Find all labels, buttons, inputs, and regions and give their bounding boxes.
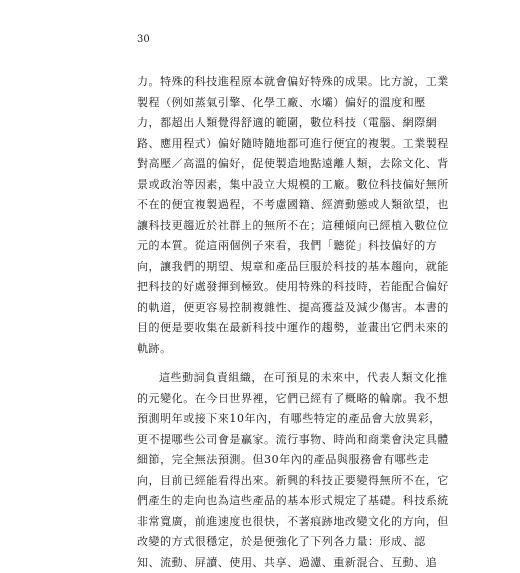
text-line: 非常寬廣，前進速度也很快，不著痕跡地改變文化的方向，但 [137,512,397,533]
page-number: 30 [137,34,150,46]
text-line: 這些動詞負責組織，在可預見的未來中，代表人類文化推 [137,368,397,389]
text-line: 製程（例如蒸氣引擎、化學工廠、水壩）偏好的溫度和壓 [137,93,397,114]
text-line: 軌跡。 [137,339,397,360]
text-line: 向，讓我們的期望、規章和產品巨服於科技的基本趨向，就能 [137,257,397,278]
text-line: 力，都超出人類覺得舒適的範圍，數位科技（電腦、網際網 [137,113,397,134]
text-line: 路、應用程式）偏好隨時隨地都可進行便宜的複製。工業製程 [137,134,397,155]
text-line: 預測明年或接下來10年內，有哪些特定的產品會大放異彩， [137,409,397,430]
paragraph [137,368,397,573]
text-line: 們產生的走向也為這些產品的基本形式規定了基礎。科技系統 [137,491,397,512]
text-line: 的軌道，便更容易控制複雜性、提高獲益及減少傷害。本書的 [137,298,397,319]
paragraph-spacer [137,359,397,368]
text-line: 元的本質。從這兩個例子來看，我們「聽從」科技偏好的方 [137,236,397,257]
text-line: 力。特殊的科技進程原本就會偏好特殊的成果。比方說，工業 [137,72,397,93]
text-line: 讓科技更趨近於社群上的無所不在；這種傾向已經植入數位位 [137,216,397,237]
text-line: 改變的方式很穩定，於是便強化了下列各力量：形成、認 [137,532,397,553]
text-line: 向，目前已經能看得出來。新興的科技正要變得無所不在，它 [137,471,397,492]
text-line: 更不提哪些公司會是贏家。流行事物、時尚和商業會決定具體 [137,430,397,451]
text-line: 的元變化。在今日世界裡，它們已經有了概略的輪廓。我不想 [137,389,397,410]
text-line: 目的便是要收集在最新科技中運作的趨勢，並畫出它們未來的 [137,318,397,339]
text-line: 細節，完全無法預測。但30年內的產品與服務會有哪些走 [137,450,397,471]
text-line: 知、流動、屏讀、使用、共享、過濾、重新混合、互動、追 [137,553,397,573]
text-line: 景或政治等因素，集中設立大規模的工廠。數位科技偏好無所 [137,175,397,196]
text-line: 對高壓／高溫的偏好，促使製造地點遠離人類，去除文化、背 [137,154,397,175]
text-line: 不在的便宜複製過程，不考慮國籍、經濟動態或人類欲望，也 [137,195,397,216]
paragraph [137,72,397,359]
body-text [137,72,397,573]
text-line: 把科技的好處發揮到極致。使用特殊的科技時，若能配合偏好 [137,277,397,298]
